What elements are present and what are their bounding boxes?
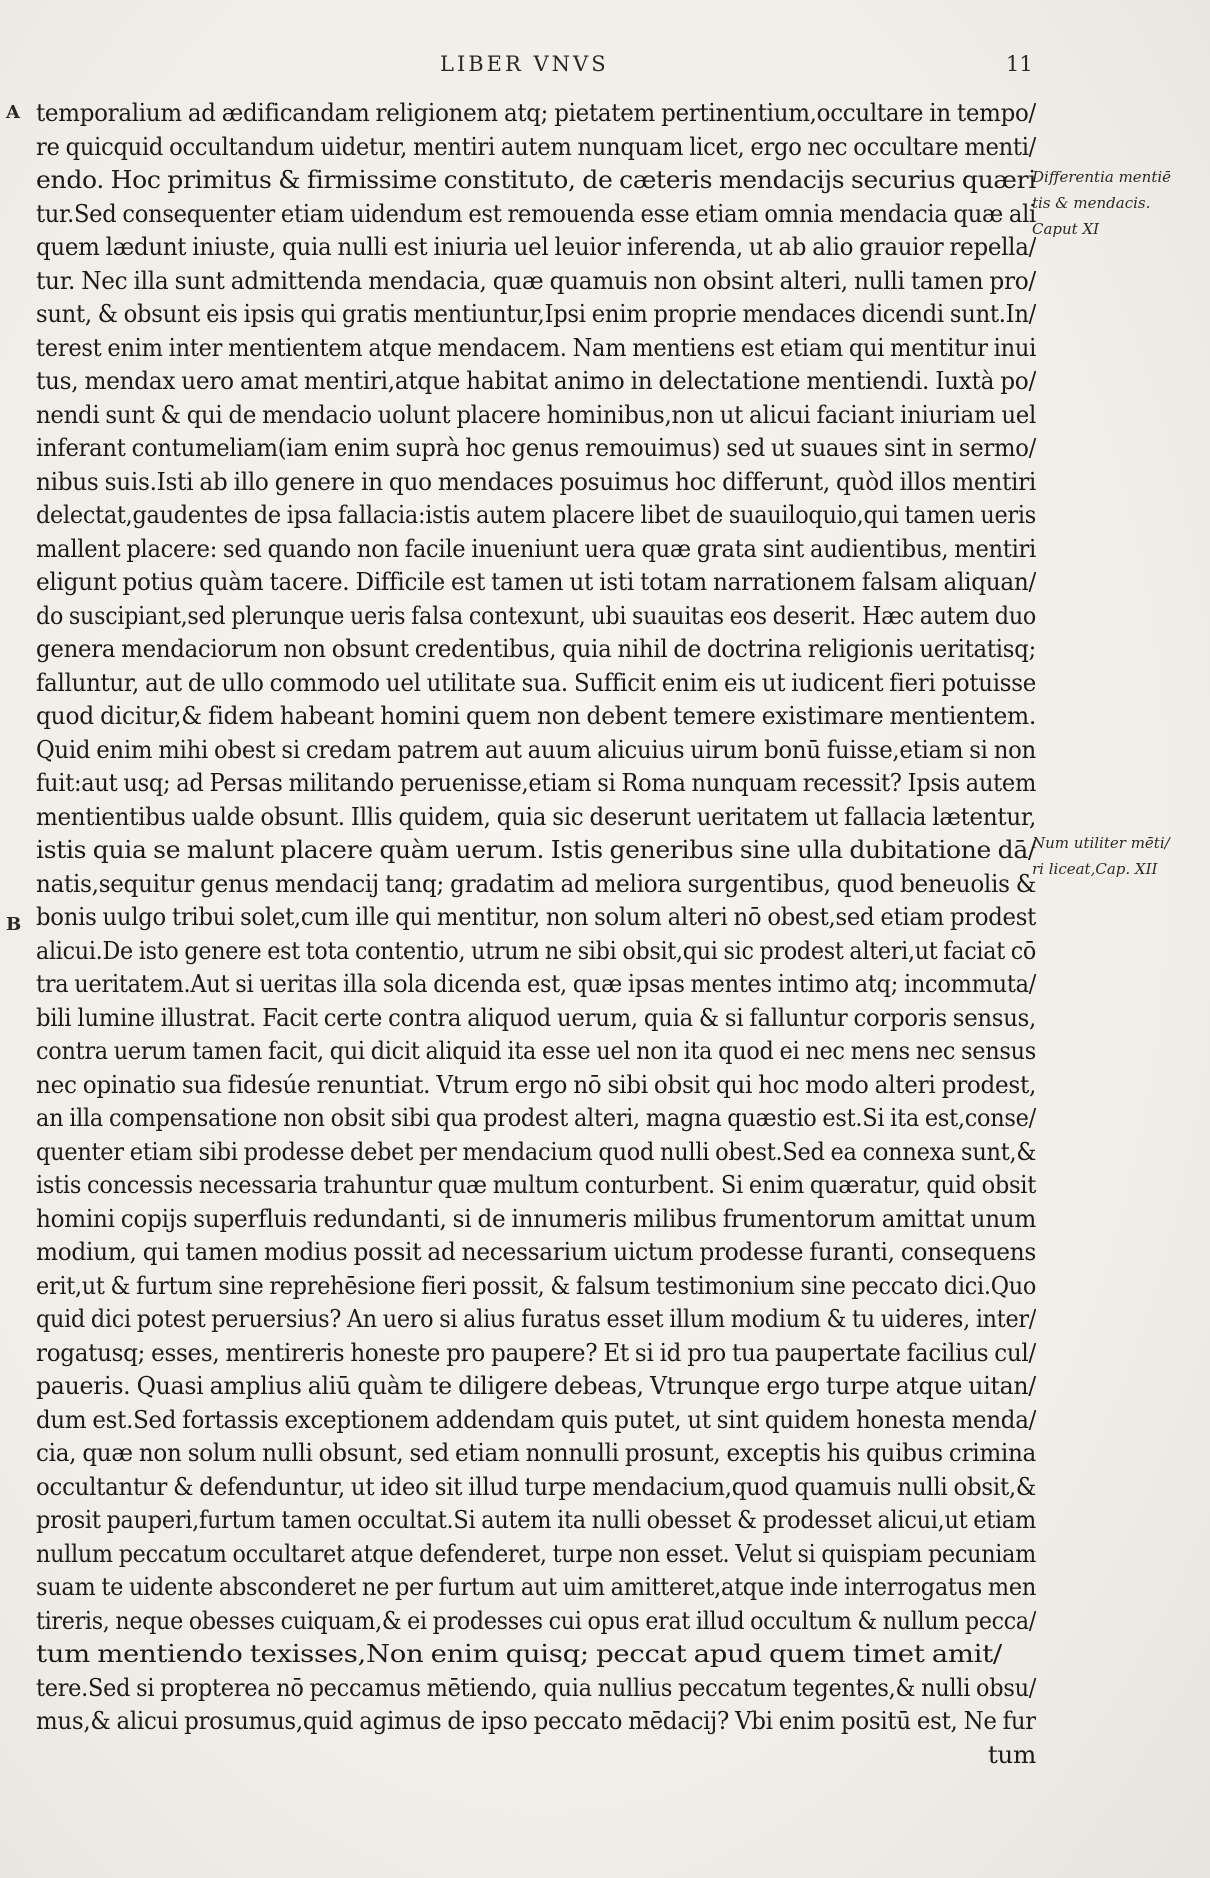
text-line: do suscipiant,sed plerunque ueris falsa contexunt, ubi suauitas eos deserit. Hæc autem duo xyxy=(36,600,1036,630)
sidenote-line: Num utiliter mēti/ xyxy=(1032,834,1170,852)
text-line: homini copijs superfluis redundanti, si de innumeris milibus frumentorum amittat unum xyxy=(36,1203,1036,1233)
text-line: delectat,gaudentes de ipsa fallacia:istis autem placere libet de suauiloquio,qui tamen ueris xyxy=(36,500,1036,529)
text-line: nibus suis.Isti ab illo genere in quo mendaces posuimus hoc differunt, quòd illos mentiri xyxy=(36,466,1036,496)
text-line: contra uerum tamen facit, qui dicit aliquid ita esse uel non ita quod ei nec mens nec sensus xyxy=(36,1036,1036,1065)
text-line: inferant contumeliam(iam enim suprà hoc genus remouimus) sed ut suaues sint in sermo/ xyxy=(36,433,1036,462)
text-line: eligunt potius quàm tacere. Difficile est tamen ut isti totam narrationem falsam aliquan/ xyxy=(36,567,1036,596)
text-line: bonis uulgo tribui solet,cum ille qui mentitur, non solum alteri nō obest,sed etiam prodest xyxy=(36,902,1036,931)
text-line: fuit:aut usq; ad Persas militando peruenisse,etiam si Roma nunquam recessit? Ipsis autem xyxy=(36,768,1036,797)
text-line: erit,ut & furtum sine reprehēsione fieri possit, & falsum testimonium sine peccato dici.Quo xyxy=(36,1270,1036,1300)
text-line: falluntur, aut de ullo commodo uel utilitate sua. Sufficit enim eis ut iudicent fieri potuisse xyxy=(36,667,1036,697)
text-line: quem lædunt iniuste, quia nulli est iniuria uel leuior inferenda, ut ab alio grauior repella/ xyxy=(36,232,1036,261)
text-line: quid dici potest peruersius? An uero si alius furatus esset illum modium & tu uideres, inter/ xyxy=(36,1304,1036,1333)
section-letter-b: B xyxy=(6,914,22,935)
text-line: istis quia se malunt placere quàm uerum. Istis generibus sine ulla dubitatione dā/ xyxy=(36,835,1036,864)
text-line: quod dicitur,& fidem habeant homini quem non debent temere existimare mentientem. xyxy=(36,701,1036,730)
text-line: tur.Sed consequenter etiam uidendum est remouenda esse etiam omnia mendacia quæ ali xyxy=(36,198,1036,228)
text-line: bili lumine illustrat. Facit certe contra aliquod uerum, quia & si falluntur corporis sensus, xyxy=(36,1002,1036,1032)
text-line: sunt, & obsunt eis ipsis qui gratis mentiuntur,Ipsi enim proprie mendaces dicendi sunt.In/ xyxy=(36,299,1036,328)
text-line: tum mentiendo texisses,Non enim quisq; peccat apud quem timet amit/ xyxy=(36,1639,1002,1668)
text-line: prosit pauperi,furtum tamen occultat.Si autem ita nulli obesset & prodesset alicui,ut etiam xyxy=(36,1505,1036,1534)
sidenote-line: ri liceat,Cap. XII xyxy=(1032,860,1158,878)
text-line: nec opinatio sua fidesúe renuntiat. Vtrum ergo nō sibi obsit qui hoc modo alteri prodest, xyxy=(36,1069,1036,1099)
text-line: modium, qui tamen modius possit ad necessarium uictum prodesse furanti, consequens xyxy=(36,1237,1036,1266)
sidenote-line: Differentia mentiē xyxy=(1032,168,1172,186)
sidenote-caput-xii xyxy=(1032,830,1202,882)
text-line: alicui.De isto genere est tota contentio, utrum ne sibi obsit,qui sic prodest alteri,ut faciat cō xyxy=(36,935,1036,965)
text-line: nendi sunt & qui de mendacio uolunt placere hominibus,non ut alicui faciant iniuriam uel xyxy=(36,399,1036,429)
text-line: mentientibus ualde obsunt. Illis quidem, quia sic deserunt ueritatem ut fallacia lætentur, xyxy=(36,801,1036,831)
folio-number: 11 xyxy=(1006,52,1033,76)
sidenote-line: Caput XI xyxy=(1032,220,1100,238)
text-line: mus,& alicui prosumus,quid agimus de ipso peccato mēdacij? Vbi enim positū est, Ne fur xyxy=(36,1706,1036,1735)
text-line: occultantur & defenduntur, ut ideo sit illud turpe mendacium,quod quamuis nulli obsit,& xyxy=(36,1471,1036,1501)
text-line: natis,sequitur genus mendacij tanq; gradatim ad meliora surgentibus, quod beneuolis & xyxy=(36,868,1036,898)
text-line: dum est.Sed fortassis exceptionem addendam quis putet, ut sint quidem honesta menda/ xyxy=(36,1404,1036,1434)
sidenote-line: tis & mendacis. xyxy=(1032,194,1151,212)
text-line: genera mendaciorum non obsunt credentibus, quia nihil de doctrina religionis ueritatisq; xyxy=(36,634,1036,663)
text-line: paueris. Quasi amplius aliū quàm te diligere debeas, Vtrunque ergo turpe atque uitan/ xyxy=(36,1371,1036,1400)
text-line: an illa compensatione non obsit sibi qua prodest alteri, magna quæstio est.Si ita est,conse/ xyxy=(36,1103,1036,1132)
text-line: re quicquid occultandum uidetur, mentiri autem nunquam licet, ergo nec occultare menti/ xyxy=(36,131,1036,161)
section-letter-a: A xyxy=(6,102,20,123)
text-line: tireris, neque obesses cuiquam,& ei prodesses cui opus erat illud occultum & nullum pecca/ xyxy=(36,1605,1036,1635)
text-line: nullum peccatum occultaret atque defenderet, turpe non esset. Velut si quispiam pecuniam xyxy=(36,1538,1036,1568)
running-head: LIBER VNVS xyxy=(440,52,609,76)
text-line: tere.Sed si propterea nō peccamus mētiendo, quia nullius peccatum tegentes,& nulli obsu/ xyxy=(36,1672,1036,1702)
text-line: mallent placere: sed quando non facile inueniunt uera quæ grata sint audientibus, mentiri xyxy=(36,533,1036,563)
text-line: temporalium ad ædificandam religionem atq; pietatem pertinentium,occultare in tempo/ xyxy=(36,98,1036,127)
text-line: tra ueritatem.Aut si ueritas illa sola dicenda est, quæ ipsas mentes intimo atq; incommuta/ xyxy=(36,969,1036,998)
text-line: tur. Nec illa sunt admittenda mendacia, quæ quamuis non obsint alteri, nulli tamen pro/ xyxy=(36,265,1036,295)
text-line: Quid enim mihi obest si credam patrem aut auum alicuius uirum bonū fuisse,etiam si non xyxy=(36,734,1036,764)
body-text xyxy=(36,96,1036,1771)
text-line: endo. Hoc primitus & firmissime constituto, de cæteris mendacijs securius quæri xyxy=(36,165,1036,194)
page-header xyxy=(0,52,1210,82)
text-line: cia, quæ non solum nulli obsunt, sed etiam nonnulli prosunt, exceptis his quibus crimina xyxy=(36,1438,1036,1467)
text-line: istis concessis necessaria trahuntur quæ multum conturbent. Si enim quæratur, quid obsit xyxy=(36,1170,1036,1199)
text-line: suam te uidente absconderet ne per furtum aut uim amitteret,atque inde interrogatus men xyxy=(36,1572,1036,1601)
text-line: quenter etiam sibi prodesse debet per mendacium quod nulli obest.Sed ea connexa sunt,& xyxy=(36,1136,1036,1166)
text-line: tus, mendax uero amat mentiri,atque habitat animo in delectatione mentiendi. Iuxtà po/ xyxy=(36,366,1036,395)
text-line: tum xyxy=(987,1739,1036,1769)
text-line: terest enim inter mentientem atque mendacem. Nam mentiens est etiam qui mentitur inui xyxy=(36,332,1036,362)
sidenote-caput-xi xyxy=(1032,164,1202,242)
text-line: rogatusq; esses, mentireris honeste pro paupere? Et si id pro tua paupertate facilius cul/ xyxy=(36,1337,1036,1367)
